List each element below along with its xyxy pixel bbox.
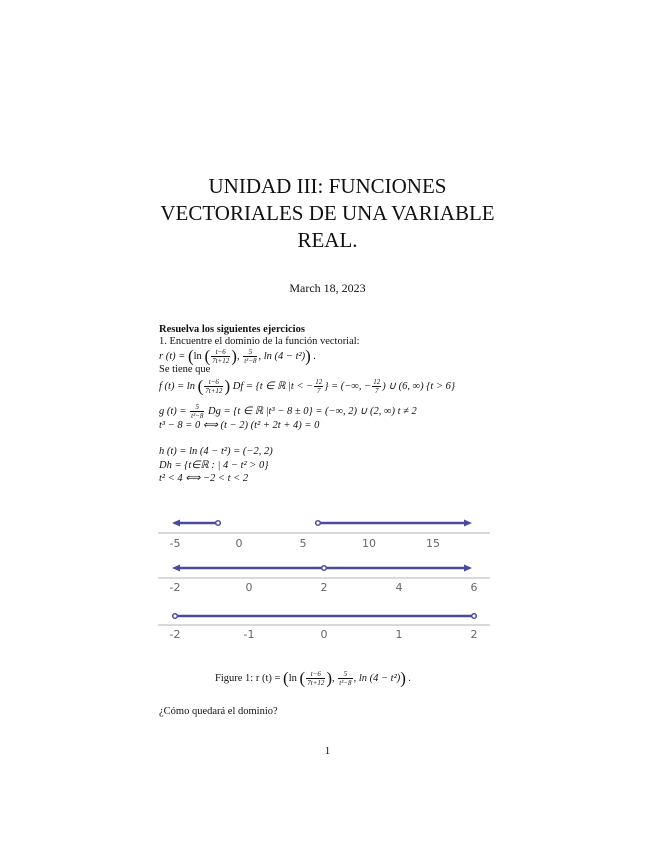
open-point-3b bbox=[472, 614, 477, 619]
tick-label-2-0: -2 bbox=[169, 581, 181, 594]
tick-label-2-2: 2 bbox=[320, 581, 328, 594]
title-line-2: VECTORIALES DE UNA VARIABLE bbox=[160, 201, 495, 225]
caption-end: . bbox=[408, 672, 412, 684]
title-line-3: REAL. bbox=[297, 228, 358, 252]
tick-label-1-1: 0 bbox=[235, 537, 243, 550]
caption-prefix: Figure 1: r (t) = bbox=[215, 672, 284, 684]
f-den: 7t+12 bbox=[205, 387, 223, 395]
section-heading: Resuelva los siguientes ejercicios bbox=[159, 324, 305, 335]
tick-label-3-0: -2 bbox=[169, 628, 181, 641]
caption-tail: , ln (4 − t²) bbox=[353, 672, 401, 684]
g-domain-line bbox=[159, 403, 417, 420]
f-dom: Df = {t ∈ ℝ |t < − bbox=[232, 380, 314, 392]
arrow-left-2 bbox=[172, 565, 180, 572]
f-lhs: f (t) = ln bbox=[159, 380, 195, 392]
g-lhs: g (t) = bbox=[159, 405, 190, 417]
f-dom-num: 12 bbox=[315, 378, 323, 386]
question: ¿Cómo quedará el dominio? bbox=[159, 706, 278, 717]
tick-label-2-3: 4 bbox=[395, 581, 403, 594]
tick-label-1-2: 5 bbox=[299, 537, 307, 550]
se-tiene-que: Se tiene que bbox=[159, 364, 211, 375]
f-dom-den: 7 bbox=[317, 387, 321, 395]
r-f-den: 7t+12 bbox=[212, 357, 230, 365]
caption-f-num: t−6 bbox=[306, 670, 325, 679]
tick-label-1-0: -5 bbox=[169, 537, 181, 550]
title-line-1: UNIDAD III: FUNCIONES bbox=[208, 174, 447, 198]
open-point-2 bbox=[322, 566, 327, 571]
tick-label-3-4: 2 bbox=[470, 628, 478, 641]
f-dom-num-2: 12 bbox=[373, 378, 381, 386]
tick-label-3-1: -1 bbox=[243, 628, 255, 641]
caption-g-num: 5 bbox=[338, 670, 352, 679]
number-lines-figure bbox=[150, 510, 495, 645]
number-line-2 bbox=[158, 565, 490, 595]
arrow-right-2 bbox=[464, 565, 472, 572]
date: March 18, 2023 bbox=[289, 281, 366, 295]
f-dom-tail: ) ∪ (6, ∞) {t > 6} bbox=[382, 380, 456, 392]
tick-label-3-2: 0 bbox=[320, 628, 328, 641]
arrow-left-1 bbox=[172, 520, 180, 527]
r-end: . bbox=[313, 350, 317, 362]
f-dom-mid: } = (−∞, − bbox=[324, 380, 372, 392]
caption-g-den: t³−8 bbox=[339, 679, 352, 687]
r-tail: , ln (4 − t²) bbox=[258, 350, 306, 362]
r-lhs: r (t) = bbox=[159, 350, 188, 362]
r-g-num: 5 bbox=[243, 348, 257, 357]
r-g-den: t³−8 bbox=[244, 357, 257, 365]
tick-label-2-4: 6 bbox=[470, 581, 478, 594]
number-line-1 bbox=[158, 520, 490, 551]
g-rest: Dg = {t ∈ ℝ |t³ − 8 ± 0} = (−∞, 2) ∪ (2, ∞) t ≠ 2 bbox=[208, 405, 417, 417]
f-num: t−6 bbox=[204, 378, 223, 387]
g-den: t³−8 bbox=[191, 412, 204, 420]
page-number: 1 bbox=[324, 745, 331, 757]
r-f-num: t−6 bbox=[211, 348, 230, 357]
h-line-2: Dh = {t∈ℝ : | 4 − t² > 0} bbox=[159, 460, 269, 471]
exercise-1-statement: 1. Encuentre el dominio de la función vectorial: bbox=[159, 336, 360, 347]
f-dom-den-2: 7 bbox=[374, 387, 379, 395]
h-line-3: t² < 4 ⟺ −2 < t < 2 bbox=[159, 473, 249, 484]
figure-caption: Figure 1: r (t) = (ln ( $\frac{t-6}{7t+12}$ ), $\frac{5}{\text{t³−8}}$ , ln (4 − t²)) . bbox=[215, 668, 412, 688]
arrow-right-1 bbox=[464, 520, 472, 527]
open-point-1a bbox=[216, 521, 221, 526]
g-num: 5 bbox=[190, 403, 204, 412]
g-factor-line: t³ − 8 = 0 ⟺ (t − 2) (t² + 2t + 4) = 0 bbox=[159, 420, 320, 431]
open-point-3a bbox=[173, 614, 178, 619]
open-point-1b bbox=[316, 521, 321, 526]
caption-f-den: 7t+12 bbox=[307, 679, 325, 687]
number-line-3 bbox=[158, 614, 490, 641]
tick-label-1-4: 15 bbox=[426, 537, 440, 550]
tick-label-1-3: 10 bbox=[362, 537, 376, 550]
r-definition: r (t) = (ln ( $\frac{t-6}{7t+12}$ ), $\frac{5}{\text{t³−8}}$ , ln (4 − t²)) . bbox=[159, 346, 317, 366]
h-line-1: h (t) = ln (4 − t²) = (−2, 2) bbox=[159, 446, 273, 457]
tick-label-3-3: 1 bbox=[395, 628, 403, 641]
f-domain-line: f (t) = ln ( $\frac{t-6}{7t+12}$ ) Df = {t ∈ ℝ |t < − $\frac{12}{7}$ } = (−∞, − $\frac{12}{7}$ ) ∪ (6, ∞) {t > 6} bbox=[159, 376, 456, 396]
tick-label-2-1: 0 bbox=[245, 581, 253, 594]
